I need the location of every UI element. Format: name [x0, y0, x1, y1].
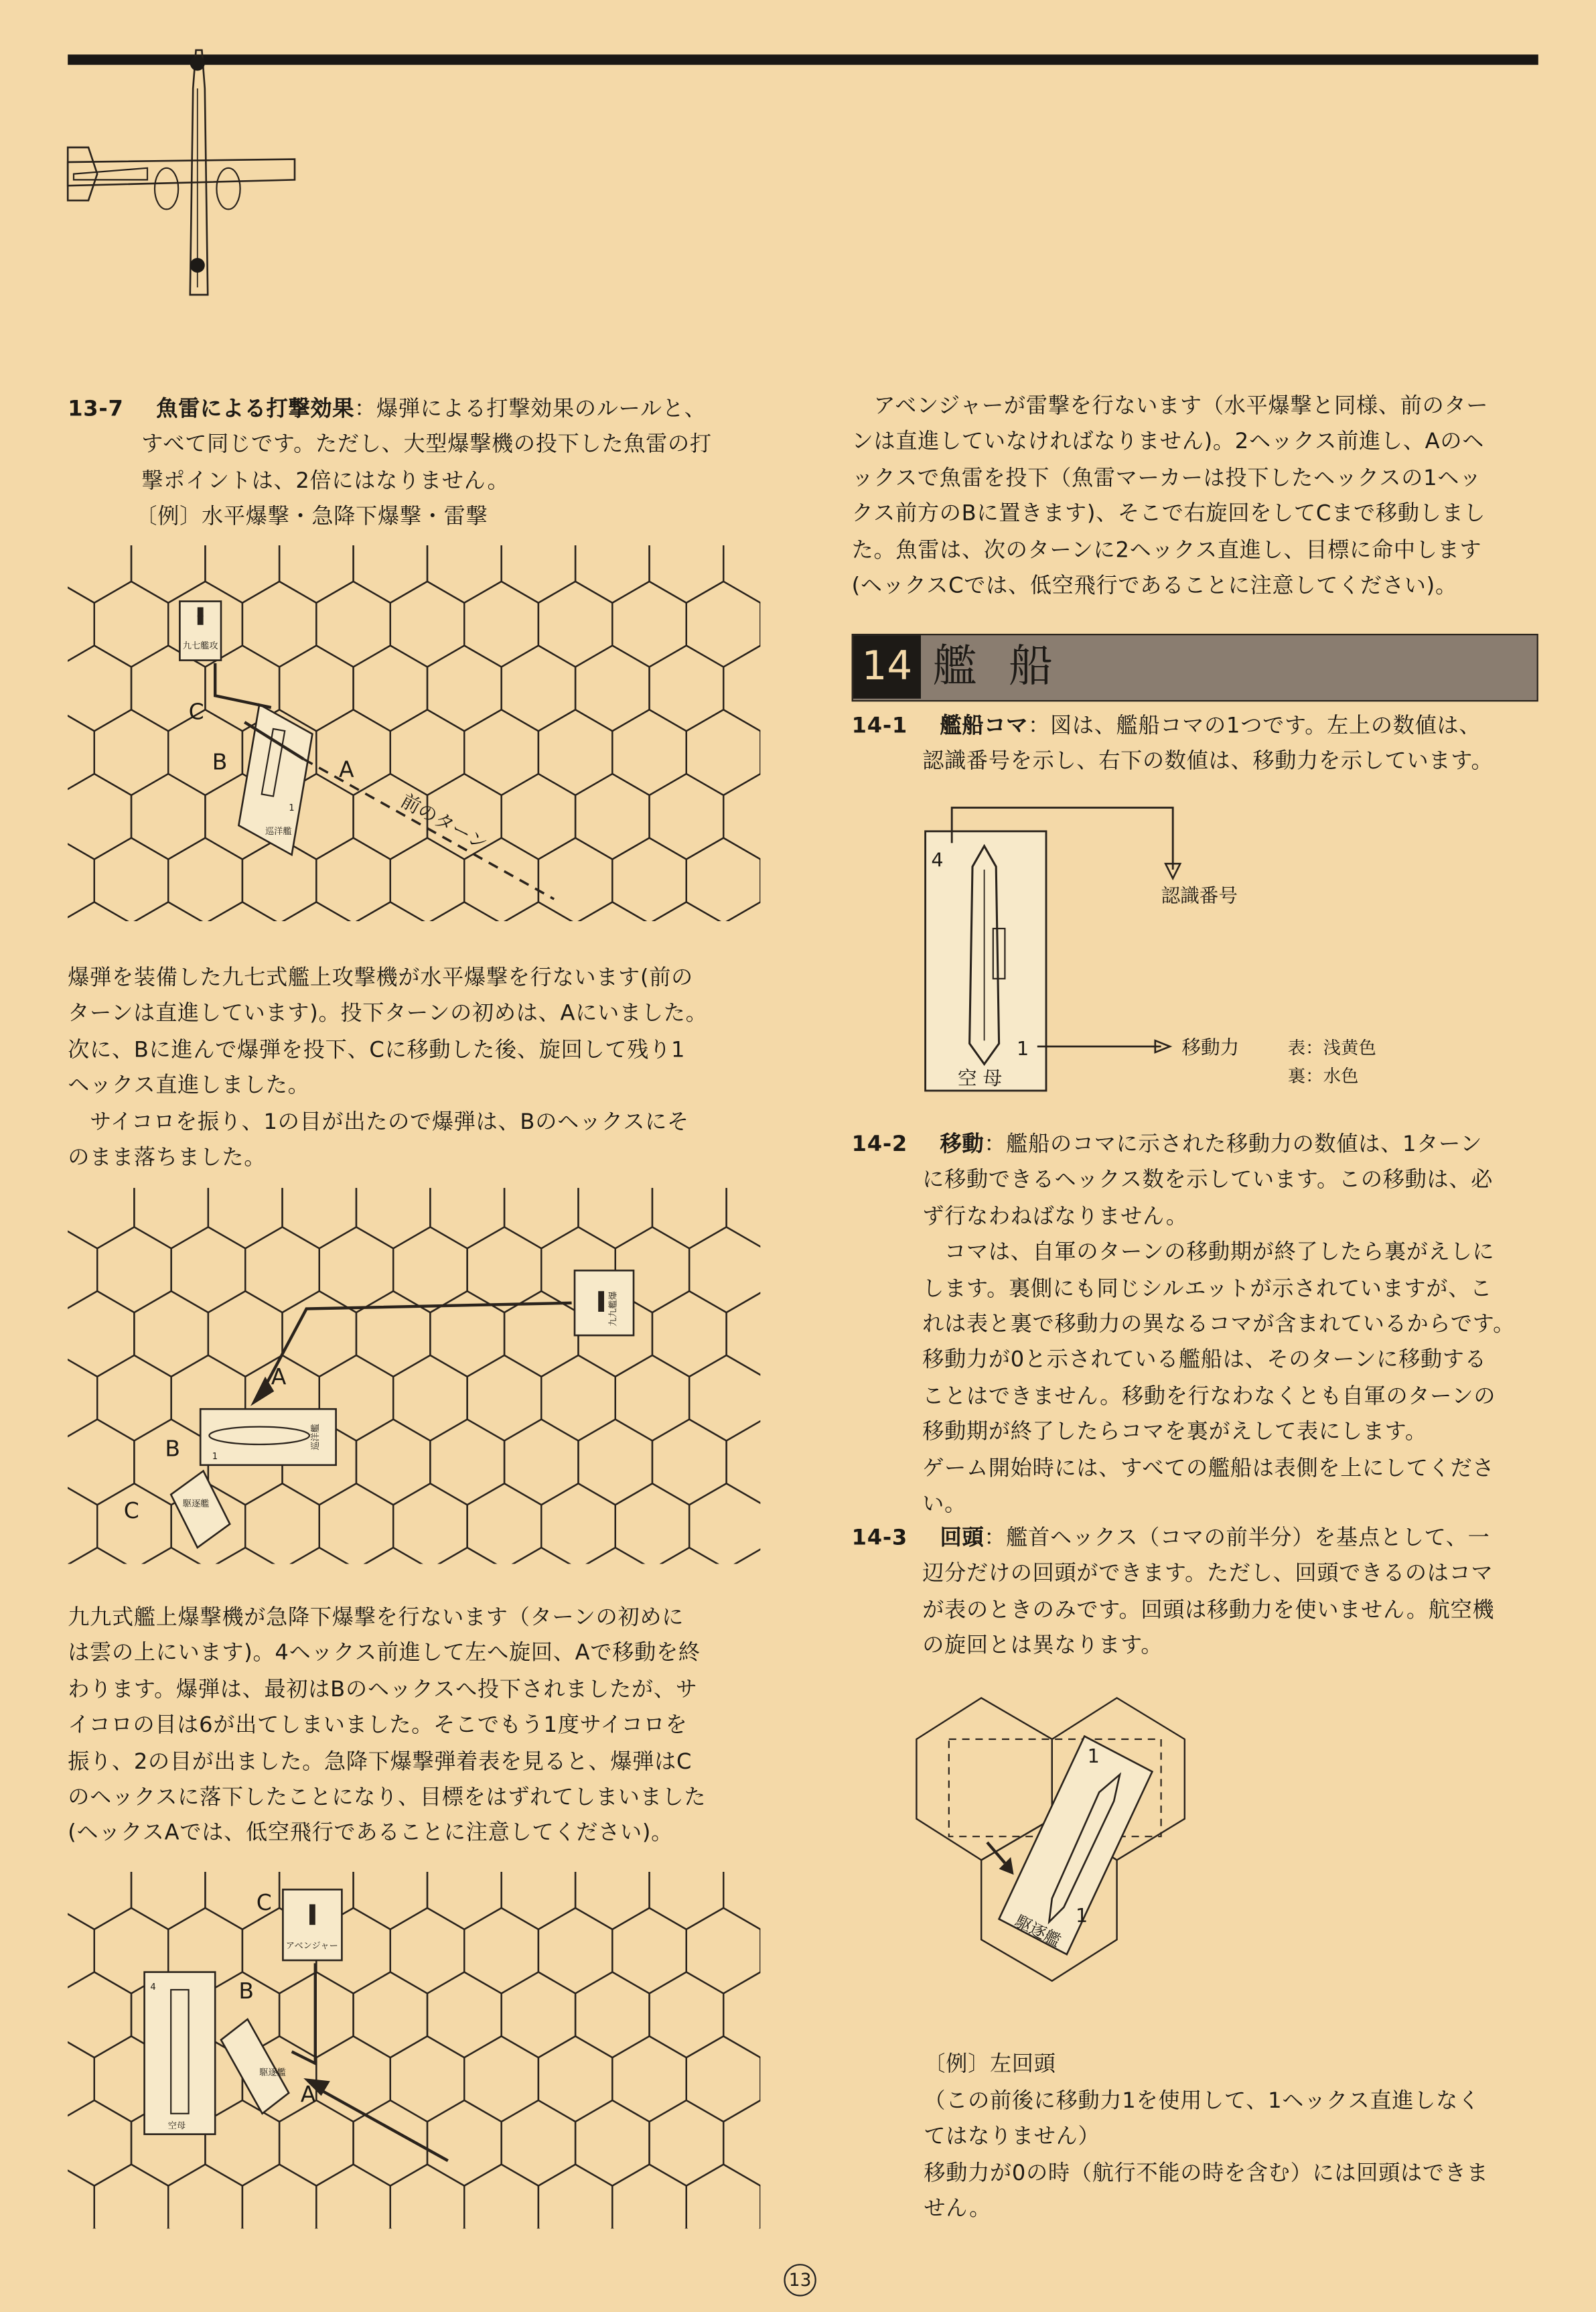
hex-cell [0, 2100, 58, 2186]
rule-number: 14-1 [851, 713, 908, 739]
hex-cell [798, 774, 871, 860]
example-heading: 〔例〕水平爆撃・急降下爆撃・雷撃 [135, 504, 488, 530]
hex-cell [319, 1483, 393, 1569]
hex-cell [427, 1972, 502, 2058]
example-1-line: 爆弾を装備した九七式艦上攻撃機が水平爆撃を行ないます(前の [68, 965, 694, 991]
hex-cell [650, 2228, 724, 2312]
hex-cell [835, 2165, 908, 2250]
hex-cell [20, 709, 94, 795]
hex-cell [502, 2228, 575, 2312]
hex-cell [612, 582, 686, 667]
back-color: 裏：水色 [1287, 1065, 1359, 1087]
turn-caption-line: てはなりません） [924, 2124, 1100, 2149]
example-1-text [68, 961, 819, 1176]
hex-cell [575, 646, 649, 732]
rule-number: 14-3 [851, 1525, 908, 1551]
hex-cell [205, 2228, 279, 2312]
rule-line: 辺分だけの回頭ができます。ただし、回頭できるのはコマ [922, 1561, 1494, 1587]
hex-cell [650, 646, 724, 732]
hex-cell [575, 2100, 649, 2186]
hex-cell [97, 1355, 171, 1441]
hex-cell [58, 646, 131, 732]
hex-cell [168, 709, 242, 795]
hex-cell [464, 2036, 538, 2122]
hex-cell [579, 1420, 652, 1505]
hex-cell [94, 838, 168, 924]
turn-diagram [914, 1695, 1208, 1997]
turn-caption-line: （この前後に移動力1を使用して、1ヘックス直進しなく [924, 2088, 1480, 2113]
hex-cell [612, 838, 686, 924]
hex-cell [727, 1291, 800, 1377]
example-2-line: イコロの目は6が出てしまいました。そこでもう1度サイコロを [68, 1712, 688, 1739]
example-3-line: クス前方のBに置きます)、そこで右旋回をしてCまで移動しまし [851, 501, 1486, 527]
rule-line: が表のときのみです。回頭は移動力を使いません。航空機 [922, 1597, 1495, 1623]
rule-text: ：艦船のコマに示された移動力の数値は、1ターン [984, 1132, 1483, 1157]
hex-cell [427, 1844, 502, 1929]
hex-cell [0, 902, 58, 988]
hex-cell [0, 1844, 58, 1929]
ship-counter-label: 巡洋艦 [265, 827, 292, 837]
move-number: 1 [1017, 1037, 1029, 1061]
hex-cell [134, 1291, 208, 1377]
hex-cell [541, 1355, 615, 1441]
carrier-counter [145, 1972, 216, 2134]
rule-title: 魚雷による打撃効果 [156, 396, 355, 422]
hex-cell [0, 1291, 60, 1377]
carrier-counter-label: 空母 [167, 2120, 186, 2131]
hex-cell [58, 1972, 131, 2058]
hex-cell [686, 2165, 761, 2250]
hex-cell [502, 2100, 575, 2186]
hex-cell [612, 2165, 686, 2250]
page-number: 13 [784, 2264, 816, 2296]
turn-caption-line: せん。 [924, 2196, 991, 2222]
hex-cell [94, 2165, 168, 2250]
hex-cell [835, 838, 908, 924]
hex-cell [0, 1548, 60, 1633]
ship-counter-diagram [914, 796, 1414, 1099]
rule-line: 移動力が0と示されている艦船は、そのターンに移動する [922, 1347, 1487, 1373]
example-2-line: わります。爆弾は、最初はBのヘックスへ投下されましたが、サ [68, 1677, 698, 1702]
turn-number-top: 1 [1087, 1745, 1100, 1768]
hex-cell [316, 838, 390, 924]
hex-map-diagram-3 [68, 1872, 804, 2233]
rule-line: い。 [922, 1491, 966, 1517]
rule-text: ：爆弾による打撃効果のルールと、 [354, 396, 707, 422]
hex-cell [575, 1844, 649, 1929]
example-3-line: た。魚雷は、次のターンに2ヘックス直進し、目標に命中します [851, 537, 1482, 563]
hex-cell [168, 838, 242, 924]
hex-cell [575, 1972, 649, 2058]
hex-cell [723, 1972, 797, 2058]
hex-cell [94, 582, 168, 667]
id-number-label: 認識番号 [1161, 884, 1238, 907]
hex-cell [393, 1355, 467, 1441]
hex-label-a: A [300, 2081, 316, 2108]
turn-number-bottom: 1 [1076, 1903, 1088, 1927]
hex-cell [652, 1291, 727, 1377]
hex-cell [0, 646, 58, 732]
hex-cell [502, 1972, 575, 2058]
hex-cell [242, 582, 316, 667]
hex-cell [0, 1420, 60, 1505]
hex-cell [538, 2036, 612, 2122]
example-2-line: 振り、2の目が出ました。急降下爆撃弾着表を見ると、爆弾はC [68, 1749, 693, 1774]
hex-cell [538, 2165, 612, 2250]
carrier-id-number: 4 [150, 1982, 156, 1992]
hex-cell [0, 774, 58, 860]
hex-cell [467, 1227, 542, 1313]
hex-cell [354, 1844, 427, 1929]
hex-cell [686, 709, 761, 795]
hex-cell [575, 2228, 649, 2312]
hex-cell [23, 1483, 97, 1569]
ship-counter-label: 巡洋艦 [311, 1424, 321, 1450]
hex-cell [798, 2100, 871, 2186]
rule-title: 艦船コマ [940, 713, 1029, 739]
rule-line: ず行なわねばなりません。 [922, 1203, 1188, 1229]
hex-cell [0, 1163, 60, 1249]
hex-cell [279, 2228, 353, 2312]
hex-cell [58, 2100, 131, 2186]
hex-cell [538, 709, 612, 795]
hex-cell [504, 1420, 578, 1505]
hex-cell [538, 838, 612, 924]
id-number: 4 [931, 848, 944, 872]
hex-cell [60, 1291, 134, 1377]
hex-cell [245, 1227, 319, 1313]
hex-cell [0, 2228, 58, 2312]
hex-cell [242, 2165, 316, 2250]
hex-cell [393, 1483, 467, 1569]
hex-cell [319, 1227, 393, 1313]
hex-cell [538, 582, 612, 667]
hex-cell [316, 709, 390, 795]
hex-cell [760, 2036, 834, 2122]
hex-cell [390, 582, 464, 667]
section-header [852, 634, 1538, 701]
hex-cell [20, 2165, 94, 2250]
example-2-line: (ヘックスAでは、低空飛行であることに注意してください)。 [68, 1820, 674, 1846]
rule-14-3 [852, 1521, 1544, 1665]
previous-turn-label: 前のターン [396, 789, 492, 856]
hex-label-c: C [256, 1889, 272, 1916]
hex-cell [467, 1355, 542, 1441]
hex-cell [354, 2228, 427, 2312]
hex-cell [168, 2165, 242, 2250]
rule-13-7 [68, 392, 819, 536]
hex-cell [279, 646, 353, 732]
hex-cell [390, 838, 464, 924]
move-label: 移動力 [1181, 1036, 1240, 1059]
hex-cell [94, 709, 168, 795]
rule-line: コマは、自軍のターンの移動期が終了したら裏がえしに [922, 1239, 1495, 1266]
turn-ship-label: 駆逐艦 [1011, 1911, 1064, 1951]
plane-counter-label: 九七艦攻 [182, 641, 218, 651]
example-2-line: のヘックスに落下したことになり、目標をはずれてしまいました [68, 1785, 707, 1810]
hex-cell [612, 2036, 686, 2122]
hex-cell [764, 1227, 837, 1313]
hex-cell [464, 582, 538, 667]
rule-line: の旋回とは異なります。 [922, 1633, 1163, 1659]
hex-cell [316, 582, 390, 667]
plane-counter-label: 九九艦爆 [608, 1291, 619, 1327]
hex-cell [354, 1972, 427, 2058]
hex-cell [689, 1355, 764, 1441]
hex-cell [686, 838, 761, 924]
hex-label-b: B [165, 1435, 181, 1462]
hex-cell [20, 582, 94, 667]
ship-move-number: 1 [212, 1452, 218, 1462]
rule-line: に移動できるヘックス数を示しています。この移動は、必 [922, 1168, 1494, 1193]
hex-cell [131, 2228, 205, 2312]
hex-cell [760, 1908, 834, 1994]
hex-cell [356, 1291, 430, 1377]
hex-cell [538, 1908, 612, 1994]
destroyer-counter [171, 1471, 230, 1548]
rule-title: 移動 [940, 1132, 985, 1157]
turn-caption-line: 〔例〕左回頭 [924, 2051, 1056, 2077]
hex-cell [650, 1844, 724, 1929]
rule-text: ：艦首ヘックス（コマの前半分）を基点として、一 [984, 1525, 1490, 1551]
hex-cell [430, 1420, 504, 1505]
hex-cell [390, 2165, 464, 2250]
example-3-line: アベンジャーが雷撃を行ないます（水平爆撃と同様、前のター [851, 393, 1489, 419]
hex-cell [467, 1483, 542, 1569]
rule-title: 回頭 [940, 1525, 985, 1551]
hex-cell [686, 1908, 761, 1994]
rule-line [852, 1128, 1544, 1164]
hex-cell [97, 1227, 171, 1313]
hex-cell [242, 838, 316, 924]
hex-cell [723, 2100, 797, 2186]
hex-cell [20, 2036, 94, 2122]
hex-cell [205, 2100, 279, 2186]
hex-cell [652, 1420, 727, 1505]
hex-cell [427, 2100, 502, 2186]
front-color: 表：浅黄色 [1287, 1038, 1376, 1059]
example-3-line: ンは直進していなければなりません)。2ヘックス前進し、Aのヘ [851, 429, 1485, 455]
hex-cell [760, 582, 834, 667]
turn-caption-line: 移動力が0の時（航行不能の時を含む）には回頭はできま [924, 2160, 1489, 2185]
hex-cell [612, 709, 686, 795]
hex-cell [390, 1908, 464, 1994]
hex-cell [58, 1844, 131, 1929]
hex-cell [97, 1483, 171, 1569]
hex-cell [245, 1483, 319, 1569]
hex-cell [760, 2165, 834, 2250]
hex-cell [502, 1844, 575, 1929]
plane-counter-label: アベンジャー [285, 1941, 338, 1952]
hex-cell [131, 774, 205, 860]
hex-cell [354, 646, 427, 732]
hex-cell [502, 646, 575, 732]
hex-cell [464, 1908, 538, 1994]
hex-label-b: B [238, 1978, 255, 2004]
rule-number: 13-7 [68, 396, 124, 422]
hex-cell [171, 1227, 246, 1313]
rule-line: 移動期が終了したらコマを裏がえして表にします。 [922, 1420, 1427, 1445]
rule-line [852, 1521, 1544, 1557]
example-3-line: (ヘックスCでは、低空飛行であることに注意してください)。 [851, 573, 1457, 599]
example-3-line: ックスで魚雷を投下（魚雷マーカーは投下したヘックスの1ヘッ [851, 465, 1482, 491]
hex-cell [764, 1355, 837, 1441]
hex-cell [205, 1844, 279, 1929]
example-1-line: サイコロを振り、1の目が出たので爆弾は、Bのヘックスにそ [68, 1109, 690, 1135]
rule-14-1 [852, 709, 1544, 780]
example-1-line: ヘックス直進しました。 [68, 1073, 310, 1099]
hex-cell [723, 1844, 797, 1929]
hex-cell [835, 1780, 908, 1866]
rule-number: 14-2 [851, 1132, 908, 1157]
section-number: 14 [853, 635, 921, 699]
example-1-line: 次に、Bに進んで爆弾を投下、Cに移動した後、旋回して残り1 [68, 1037, 686, 1063]
rule-line: れは表と裏で移動力の異なるコマが含まれているからです。 [922, 1312, 1515, 1337]
example-1-line: のまま落ちました。 [68, 1145, 267, 1170]
hex-cell [727, 1420, 800, 1505]
rule-line: ことはできません。移動を行なわなくとも自軍のターンの [922, 1383, 1496, 1409]
hex-cell [615, 1355, 689, 1441]
hex-cell [427, 2228, 502, 2312]
hex-label-c: C [123, 1497, 139, 1523]
hex-label-a: A [339, 756, 354, 783]
hex-cell [390, 709, 464, 795]
hex-cell [723, 646, 797, 732]
hex-cell [131, 1844, 205, 1929]
hex-cell [798, 1972, 871, 2058]
hex-cell [835, 2036, 908, 2122]
hex-cell [760, 709, 834, 795]
hex-cell [686, 582, 761, 667]
hex-cell [464, 709, 538, 795]
hex-cell [723, 774, 797, 860]
example-1-line: ターンは直進しています)。投下ターンの初めは、Aにいました。 [68, 1001, 708, 1027]
hex-cell [58, 774, 131, 860]
hex-cell [0, 517, 58, 603]
destroyer-counter-label: 駆逐艦 [259, 2067, 286, 2078]
example-2-line: 九九式艦上爆撃機が急降下爆撃を行ないます（ターンの初めに [68, 1605, 684, 1631]
ship-label: 空 母 [958, 1067, 1003, 1090]
hex-cell [502, 774, 575, 860]
hex-cell [356, 1420, 430, 1505]
hex-cell [23, 1227, 97, 1313]
hex-cell [798, 1844, 871, 1929]
hex-cell [760, 838, 834, 924]
hex-cell [764, 1483, 837, 1569]
hex-cell [541, 1483, 615, 1569]
hex-cell [650, 2100, 724, 2186]
hex-cell [0, 1972, 58, 2058]
hex-cell [612, 1908, 686, 1994]
rule-14-2 [852, 1128, 1544, 1523]
hex-cell [615, 1483, 689, 1569]
hex-cell [316, 2165, 390, 2250]
hex-label-a: A [271, 1363, 287, 1389]
hex-cell [689, 1227, 764, 1313]
hex-cell [650, 1972, 724, 2058]
example-2-text [68, 1601, 822, 1852]
example-3-text [852, 389, 1544, 605]
rule-text: すべて同じです。ただし、大型爆撃機の投下した魚雷の打 [141, 432, 712, 458]
hex-cell [689, 1483, 764, 1569]
hex-map-diagram-2 [68, 1188, 804, 1571]
turn-caption [924, 2047, 1542, 2228]
hex-cell [427, 646, 502, 732]
hex-cell [20, 838, 94, 924]
plane-illustration [59, 44, 295, 295]
hex-cell [60, 1420, 134, 1505]
hex-cell [23, 1355, 97, 1441]
hex-label-b: B [212, 748, 228, 775]
rule-text: 認識番号を示し、右下の数値は、移動力を示しています。 [922, 749, 1494, 774]
hex-cell [279, 2100, 353, 2186]
hex-cell [650, 774, 724, 860]
hex-map-diagram-1 [68, 545, 804, 936]
hex-cell [393, 1227, 467, 1313]
hex-cell [58, 2228, 131, 2312]
hex-cell [390, 2036, 464, 2122]
hex-cell [686, 2036, 761, 2122]
rule-line: ゲーム開始時には、すべての艦船は表側を上にしてくださ [922, 1455, 1495, 1481]
ship-move-number: 1 [289, 803, 295, 813]
hex-cell [464, 2165, 538, 2250]
rule-text: 撃ポイントは、2倍にはなりません。 [141, 468, 510, 494]
section-title: 艦 船 [932, 641, 1062, 693]
hex-label-c: C [188, 698, 204, 725]
example-2-line: は雲の上にいます)。4ヘックス前進して左へ旋回、Aで移動を終 [68, 1641, 701, 1666]
hex-cell [20, 1908, 94, 1994]
rule-line: します。裏側にも同じシルエットが示されていますが、こ [922, 1276, 1492, 1301]
destroyer-counter-label: 駆逐艦 [182, 1499, 210, 1509]
hex-cell [835, 1908, 908, 1994]
rule-text: ：図は、艦船コマの1つです。左上の数値は、 [1028, 713, 1481, 739]
hex-cell [575, 774, 649, 860]
